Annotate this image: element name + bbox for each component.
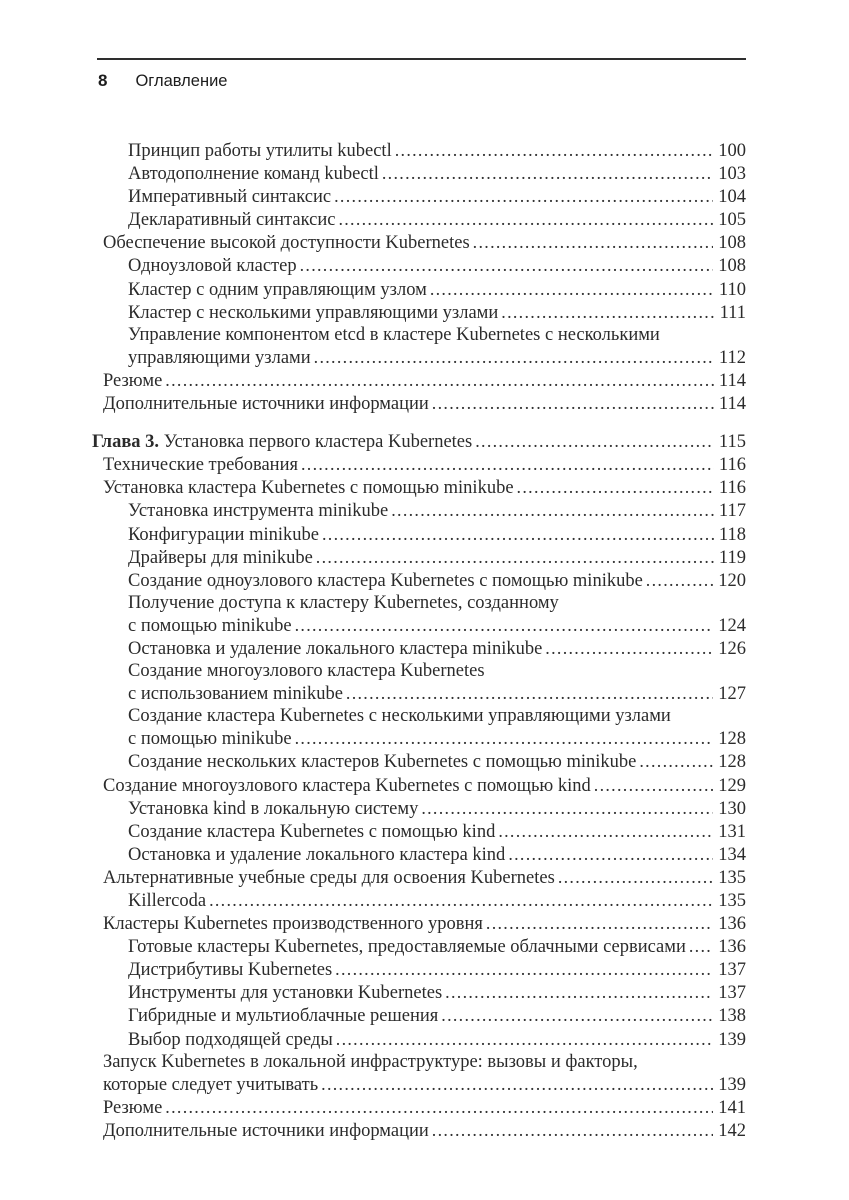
toc-entry-line (128, 499, 746, 522)
toc-page-number: 116 (718, 455, 746, 476)
toc-entry-title: Обеспечение высокой доступности Kubernetes (103, 233, 470, 254)
toc-entry (92, 935, 746, 958)
toc-dots-leader (517, 476, 714, 499)
toc-page-number: 138 (718, 1006, 746, 1027)
toc-entry (92, 324, 746, 369)
toc-entry-line (128, 324, 746, 346)
toc-entry (92, 569, 746, 592)
toc-page-number: 128 (718, 729, 746, 750)
toc-dots-leader (545, 637, 713, 660)
toc-entry (92, 499, 746, 522)
toc-chapter-prefix: Глава 3. (92, 432, 160, 453)
toc-page-number: 110 (718, 279, 746, 300)
toc-entry-line (103, 476, 746, 499)
toc-dots-leader (473, 231, 714, 254)
toc-entry (92, 453, 746, 476)
toc-entry-title: Технические требования (103, 455, 298, 476)
toc-entry (92, 592, 746, 637)
toc-entry-title: Установка первого кластера Kubernetes (163, 432, 473, 453)
toc-entry (92, 1096, 746, 1119)
toc-entry-title: Принцип работы утилиты kubectl (128, 141, 392, 161)
toc-dots-leader (432, 392, 714, 415)
toc-dots-leader (295, 727, 714, 750)
toc-dots-leader (209, 889, 713, 912)
toc-dots-leader (646, 569, 713, 592)
toc-entry-line (103, 774, 746, 797)
toc-page-number: 137 (718, 983, 746, 1004)
toc-entry-title: Создание кластера Kubernetes с несколькими управляющими узлами (128, 706, 671, 727)
toc-page-number: 128 (718, 752, 746, 773)
toc-entry (92, 185, 746, 208)
toc-page-number: 136 (718, 937, 746, 958)
toc-dots-leader (382, 162, 713, 185)
toc-page-number: 119 (718, 547, 746, 568)
toc-entry-title: Killercoda (128, 891, 207, 911)
toc-entry-title: Гибридные и мультиоблачные решения (128, 1006, 439, 1027)
toc-dots-leader (445, 981, 713, 1004)
toc-entry (92, 208, 746, 231)
toc-page-number: 118 (718, 524, 746, 545)
toc-entry-line (103, 231, 746, 254)
toc-entry-title: Одноузловой кластер (128, 256, 297, 277)
toc-entry-line (128, 889, 746, 912)
toc-entry-line (103, 1119, 746, 1142)
running-title: Оглавление (135, 72, 228, 90)
toc-entry-title: Кластеры Kubernetes производственного уровня (103, 914, 483, 935)
toc-dots-leader (338, 208, 713, 231)
toc-entry-line (128, 843, 746, 866)
toc-entry-line (128, 301, 746, 324)
toc-entry-title: Инструменты для установки Kubernetes (128, 983, 443, 1004)
toc-entry-title: Установка кластера Kubernetes с помощью minikube (103, 478, 514, 499)
toc-entry (92, 162, 746, 185)
toc-dots-leader (321, 1073, 713, 1096)
toc-entry-title: Декларативный синтаксис (128, 210, 336, 231)
toc-entry (92, 866, 746, 889)
toc-entry-line (128, 682, 746, 705)
toc-entry (92, 139, 746, 162)
page-number: 8 (98, 71, 108, 90)
toc-entry-title: которые следует учитывать (103, 1074, 319, 1095)
toc-page-number: 108 (718, 256, 746, 277)
toc-entry-line (128, 727, 746, 750)
toc-dots-leader (336, 1028, 713, 1051)
toc-entry-line (128, 614, 746, 637)
toc-dots-leader (639, 750, 713, 773)
toc-entry-title: Дополнительные источники информации (103, 1120, 429, 1141)
toc-page-number: 120 (718, 570, 746, 591)
toc-dots-leader (295, 614, 714, 637)
toc-dots-leader (334, 185, 713, 208)
toc-entry-title: Создание одноузлового кластера Kubernetes с помощью minikube (128, 570, 643, 591)
toc-dots-leader (346, 682, 713, 705)
toc-entry (92, 1028, 746, 1051)
toc-entry-title: Кластер с одним управляющим узлом (128, 279, 427, 300)
toc-page-number: 136 (718, 914, 746, 935)
toc-entry-line (128, 981, 746, 1004)
toc-entry (92, 889, 746, 912)
toc-entry (92, 797, 746, 820)
toc-entry-title: Автодополнение команд kubectl (128, 164, 379, 185)
toc-entry-title: управляющими узлами (128, 347, 311, 368)
toc-entry-line (103, 912, 746, 935)
toc-entry-title: Получение доступа к кластеру Kubernetes, созданному (128, 592, 559, 613)
toc-page-number: 127 (718, 684, 746, 705)
toc-entry (92, 660, 746, 705)
toc-entry (92, 981, 746, 1004)
toc-entry-line (128, 278, 746, 301)
toc-page-number: 105 (718, 210, 746, 231)
toc-entry-line (128, 523, 746, 546)
toc-dots-leader (558, 866, 713, 889)
toc-entry (92, 231, 746, 254)
toc-page-number: 135 (718, 867, 746, 888)
toc-entry-title: Готовые кластеры Kubernetes, предоставляемые облачными сервисами (128, 937, 686, 958)
toc-entry-line (128, 797, 746, 820)
toc-entry-line (103, 1096, 746, 1119)
toc-dots-leader (335, 958, 713, 981)
toc-entry (92, 843, 746, 866)
toc-entry-line (103, 392, 746, 415)
toc-entry-title: с использованием minikube (128, 684, 343, 705)
toc-entry-title: Резюме (103, 1097, 163, 1118)
toc-dots-leader (300, 254, 714, 277)
toc-page-number: 112 (718, 347, 746, 368)
toc-entry (92, 301, 746, 324)
toc-entry (92, 637, 746, 660)
toc-entry-line (128, 254, 746, 277)
toc-page-number: 124 (718, 615, 746, 636)
toc-entry-title: Управление компонентом etcd в кластере Kubernetes с несколькими (128, 324, 660, 345)
toc-entry-title: Создание нескольких кластеров Kubernetes с помощью minikube (128, 752, 637, 773)
toc-entry (92, 912, 746, 935)
toc-entry (92, 254, 746, 277)
toc-dots-leader (391, 499, 714, 522)
toc-entry (92, 958, 746, 981)
toc-entry-line (128, 820, 746, 843)
toc-page-number: 100 (718, 141, 746, 161)
toc-entry-title: Кластер с несколькими управляющими узлами (128, 302, 499, 323)
toc-entry-title: Драйверы для minikube (128, 547, 313, 568)
toc-dots-leader (475, 430, 714, 453)
toc-entry-title: Выбор подходящей среды (128, 1029, 333, 1050)
toc-entry (92, 820, 746, 843)
toc-entry-line (128, 705, 746, 727)
toc-dots-leader (501, 301, 714, 324)
toc-page-number: 135 (718, 891, 746, 911)
toc-entry-line (128, 750, 746, 773)
toc-page-number: 129 (718, 775, 746, 796)
toc-entry (92, 546, 746, 569)
toc-page-number: 116 (718, 478, 746, 499)
toc-page-number: 130 (718, 798, 746, 819)
toc-entry-line (92, 430, 746, 453)
toc-entry-line (128, 592, 746, 614)
toc-entry-line (128, 958, 746, 981)
toc-page-number: 114 (718, 394, 746, 415)
toc-entry-title: Императивный синтаксис (128, 187, 332, 208)
toc-dots-leader (498, 820, 713, 843)
toc-entry (92, 1051, 746, 1096)
toc-page-number: 103 (718, 164, 746, 185)
toc-list (92, 139, 746, 1142)
toc-entry-title: Запуск Kubernetes в локальной инфраструктуре: вызовы и факторы, (103, 1051, 638, 1072)
toc-dots-leader (395, 139, 714, 162)
toc-page-number: 108 (718, 233, 746, 254)
toc-page-number: 139 (718, 1074, 746, 1095)
toc-entry-line (128, 162, 746, 185)
toc-dots-leader (432, 1119, 713, 1142)
toc-entry-title: Остановка и удаление локального кластера kind (128, 844, 506, 865)
toc-dots-leader (301, 453, 714, 476)
toc-page-number: 117 (718, 501, 746, 522)
header-rule (97, 58, 746, 60)
toc-entry-line (103, 866, 746, 889)
toc-entry-line (128, 185, 746, 208)
toc-page-number: 142 (718, 1120, 746, 1141)
page-header (98, 71, 227, 91)
toc-entry (92, 369, 746, 392)
toc-entry (92, 476, 746, 499)
toc-entry-line (128, 637, 746, 660)
toc-entry (92, 523, 746, 546)
toc-entry-line (128, 1028, 746, 1051)
toc-entry-line (128, 546, 746, 569)
toc-page-number: 137 (718, 960, 746, 981)
toc-entry-title: Установка инструмента minikube (128, 501, 389, 522)
toc-entry-line (103, 1051, 746, 1073)
toc-dots-leader (441, 1004, 713, 1027)
toc-entry-line (103, 1073, 746, 1096)
toc-entry-line (128, 935, 746, 958)
toc-page-number: 131 (718, 821, 746, 842)
toc-entry-line (128, 139, 746, 162)
toc-entry-line (128, 346, 746, 369)
toc-page-number: 104 (718, 187, 746, 208)
toc-page-number: 115 (718, 432, 746, 453)
toc-entry-title: с помощью minikube (128, 729, 292, 750)
toc-entry-title: Создание кластера Kubernetes с помощью kind (128, 821, 496, 842)
toc-page-number: 114 (718, 370, 746, 391)
toc-entry-title: Конфигурации minikube (128, 524, 319, 545)
toc-page-number: 126 (718, 638, 746, 659)
toc-entry (92, 1119, 746, 1142)
toc-entry (92, 392, 746, 415)
toc-entry-title: Дистрибутивы Kubernetes (128, 960, 333, 981)
toc-entry-title: Установка kind в локальную систему (128, 798, 419, 819)
toc-entry (92, 705, 746, 750)
toc-dots-leader (316, 546, 714, 569)
toc-entry (92, 774, 746, 797)
toc-entry-line (128, 208, 746, 231)
toc-dots-leader (165, 1096, 713, 1119)
toc-dots-leader (165, 369, 714, 392)
toc-dots-leader (594, 774, 713, 797)
toc-page-number: 139 (718, 1029, 746, 1050)
toc-page-number: 111 (719, 302, 746, 323)
toc-dots-leader (486, 912, 713, 935)
toc-page-number: 134 (718, 844, 746, 865)
toc-entry-title: Резюме (103, 370, 163, 391)
toc-entry-line (103, 453, 746, 476)
toc-entry-title: Альтернативные учебные среды для освоения Kubernetes (103, 867, 555, 888)
toc-entry-title: Создание многоузлового кластера Kubernetes с помощью kind (103, 775, 591, 796)
toc-entry-line (128, 569, 746, 592)
toc-chapter-entry (92, 430, 746, 453)
toc-entry-title: с помощью minikube (128, 615, 292, 636)
toc-dots-leader (322, 523, 714, 546)
toc-entry-line (128, 1004, 746, 1027)
toc-dots-leader (430, 278, 714, 301)
toc-dots-leader (314, 346, 714, 369)
toc-entry-title: Остановка и удаление локального кластера minikube (128, 638, 543, 659)
toc-dots-leader (421, 797, 713, 820)
toc-page-number: 141 (718, 1097, 746, 1118)
toc-entry (92, 750, 746, 773)
toc-entry-title: Дополнительные источники информации (103, 394, 429, 415)
toc-entry-title: Создание многоузлового кластера Kubernetes (128, 661, 485, 682)
toc-dots-leader (689, 935, 713, 958)
toc-dots-leader (508, 843, 713, 866)
toc-entry (92, 278, 746, 301)
toc-entry (92, 1004, 746, 1027)
toc-entry-line (128, 660, 746, 682)
toc-entry-line (103, 369, 746, 392)
